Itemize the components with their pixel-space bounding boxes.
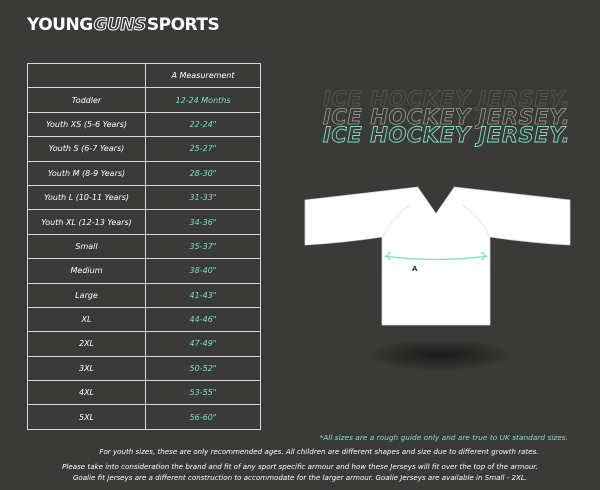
size-cell: Small [28, 234, 146, 258]
size-cell: Toddler [28, 88, 146, 112]
size-cell: XL [28, 307, 146, 331]
armour-fit-note: Please take into consideration the brand and fit of any sport specific armour and how these Jerseys will fit over the top of the armour. [62, 462, 538, 471]
measurement-cell: 44-46" [146, 307, 261, 331]
measurement-cell: 34-36" [146, 210, 261, 234]
table-row [28, 283, 261, 307]
logo-word-young: YOUNG [27, 15, 93, 35]
table-row [28, 405, 261, 429]
table-row [28, 185, 261, 209]
brand-logo [27, 15, 219, 35]
size-cell: Youth XS (5-6 Years) [28, 112, 146, 136]
title-line-2: ICE HOCKEY JERSEY. [323, 105, 571, 129]
logo-word-sports: SPORTS [146, 15, 220, 35]
size-cell: Large [28, 283, 146, 307]
table-row [28, 210, 261, 234]
youth-sizes-note: For youth sizes, these are only recommended ages. All children are different shapes and size due to different growth rates. [99, 447, 539, 456]
table-row [28, 137, 261, 161]
table-row [28, 161, 261, 185]
size-rows [28, 88, 261, 429]
measurement-column-header: A Measurement [146, 64, 261, 88]
measurement-cell: 28-30" [146, 161, 261, 185]
size-cell: Medium [28, 259, 146, 283]
measurement-cell: 31-33" [146, 185, 261, 209]
size-cell: Youth L (10-11 Years) [28, 185, 146, 209]
jersey-illustration [300, 185, 575, 385]
logo-word-guns: GUNS [93, 15, 146, 35]
measurement-cell: 25-27" [146, 137, 261, 161]
table-corner-cell [28, 64, 146, 88]
size-guide-note: *All sizes are a rough guide only and are true to UK standard sizes. [319, 433, 568, 442]
size-chart-table [27, 63, 261, 430]
table-row [28, 88, 261, 112]
measurement-cell: 53-55" [146, 381, 261, 405]
size-cell: Youth XL (12-13 Years) [28, 210, 146, 234]
measurement-cell: 50-52" [146, 356, 261, 380]
table-row [28, 259, 261, 283]
measurement-cell: 38-40" [146, 259, 261, 283]
measurement-cell: 41-43" [146, 283, 261, 307]
goalie-jersey-note: Goalie fit jerseys are a different construction to accommodate for the larger armour. Goalie Jerseys are available in Small - 2XL. [72, 473, 528, 482]
table-header-row [28, 64, 261, 88]
size-cell: 4XL [28, 381, 146, 405]
size-cell: 2XL [28, 332, 146, 356]
title-line-3: ICE HOCKEY JERSEY. [323, 123, 571, 147]
size-cell: Youth M (8-9 Years) [28, 161, 146, 185]
size-cell: Youth S (6-7 Years) [28, 137, 146, 161]
size-cell: 3XL [28, 356, 146, 380]
measurement-cell: 35-37" [146, 234, 261, 258]
measurement-marker-label: A [412, 265, 418, 273]
jersey-graphic [300, 185, 575, 385]
table-row [28, 381, 261, 405]
table-row [28, 112, 261, 136]
measurement-cell: 47-49" [146, 332, 261, 356]
table-row [28, 307, 261, 331]
jersey-title [323, 87, 571, 147]
title-line-1: ICE HOCKEY JERSEY. [323, 87, 571, 111]
size-cell: 5XL [28, 405, 146, 429]
measurement-cell: 56-60" [146, 405, 261, 429]
table-row [28, 356, 261, 380]
measurement-cell: 22-24" [146, 112, 261, 136]
table-row [28, 332, 261, 356]
table-row [28, 234, 261, 258]
measurement-cell: 12-24 Months [146, 88, 261, 112]
